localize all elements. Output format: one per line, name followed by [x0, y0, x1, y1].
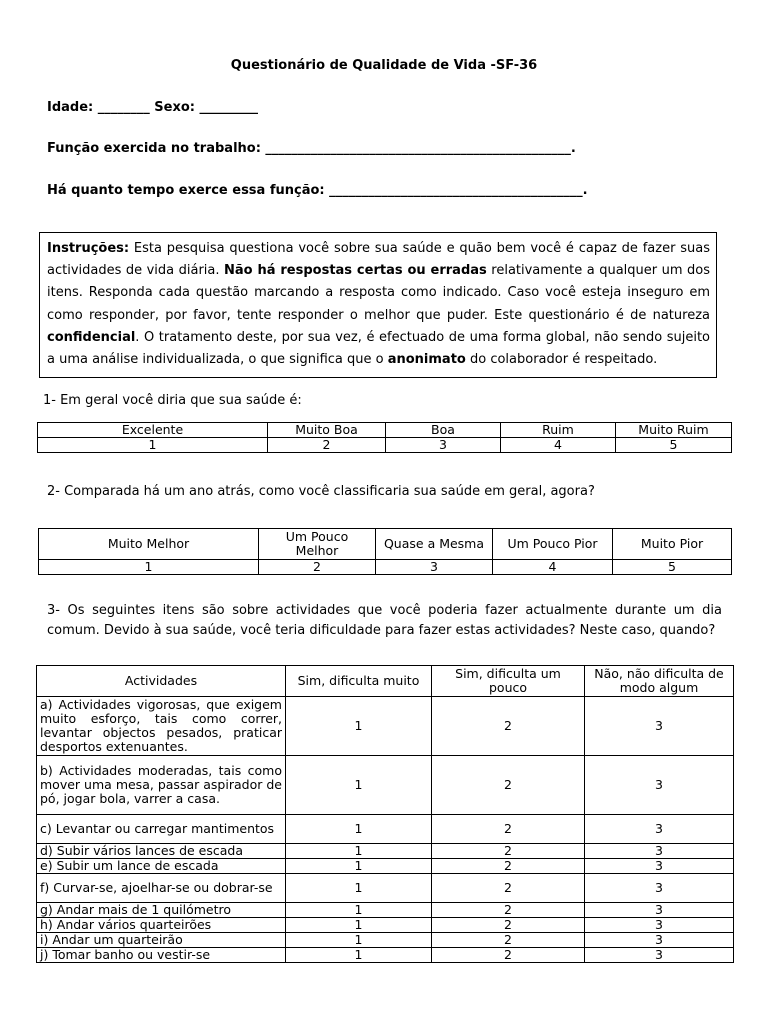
activity-label: i) Andar um quarteirão: [37, 933, 286, 948]
column-header: Sim, dificulta muito: [286, 666, 432, 697]
header-row: [37, 666, 734, 697]
instructions-bold-2: confidencial: [47, 329, 136, 345]
answer-value[interactable]: 2: [432, 918, 585, 933]
answer-value[interactable]: 1: [286, 903, 432, 918]
answer-value[interactable]: 3: [585, 903, 734, 918]
answer-value[interactable]: 3: [585, 948, 734, 963]
idade-sexo-field[interactable]: Idade: ________ Sexo: _________: [47, 100, 259, 115]
column-header: Não, não dificulta de modo algum: [585, 666, 734, 697]
option-label: Muito Pior: [613, 529, 732, 560]
activity-label: e) Subir um lance de escada: [37, 859, 286, 874]
table-row: [37, 697, 734, 756]
table-row: [37, 756, 734, 815]
option-value[interactable]: 5: [616, 438, 732, 453]
answer-value[interactable]: 1: [286, 697, 432, 756]
activity-label: f) Curvar-se, ajoelhar-se ou dobrar-se: [37, 874, 286, 903]
table-row: [37, 844, 734, 859]
option-value[interactable]: 5: [613, 560, 732, 575]
column-header: Actividades: [37, 666, 286, 697]
table-row: [37, 933, 734, 948]
instructions-box: [39, 232, 717, 378]
activity-label: a) Actividades vigorosas, que exigem muito esforço, tais como correr, levantar objectos pesados, praticar desportos extenuantes.: [37, 697, 286, 756]
question-3-text: 3- Os seguintes itens são sobre actividades que você poderia fazer actualmente durante um dia comum. Devido à sua saúde, você teria dificuldade para fazer estas actividades? Neste caso, quando?: [47, 603, 722, 638]
table-row: [37, 918, 734, 933]
answer-value[interactable]: 1: [286, 918, 432, 933]
table-row: [37, 903, 734, 918]
answer-value[interactable]: 2: [432, 815, 585, 844]
option-value[interactable]: 3: [386, 438, 501, 453]
option-value[interactable]: 2: [268, 438, 386, 453]
option-label: Excelente: [38, 423, 268, 438]
option-label: Um Pouco Melhor: [259, 529, 376, 560]
instructions-text-2: relativamente a qualquer um dos itens. Responda cada questão marcando a resposta como indicado. Caso você esteja inseguro em como responder, por favor, tente responder o melhor que puder. Este questionário é de natureza: [47, 263, 710, 323]
answer-value[interactable]: 2: [432, 844, 585, 859]
option-label: Quase a Mesma: [376, 529, 493, 560]
answer-value[interactable]: 2: [432, 933, 585, 948]
answer-value[interactable]: 3: [585, 815, 734, 844]
tempo-funcao-field[interactable]: Há quanto tempo exerce essa função: _______________________________________.: [47, 183, 588, 198]
table-row: [37, 859, 734, 874]
answer-value[interactable]: 2: [432, 903, 585, 918]
instructions-text-1: Esta pesquisa questiona você sobre sua saúde e quão bem você é capaz de fazer suas actividades de vida diária.: [47, 241, 710, 279]
answer-value[interactable]: 2: [432, 874, 585, 903]
activity-label: j) Tomar banho ou vestir-se: [37, 948, 286, 963]
page-title: Questionário de Qualidade de Vida -SF-36: [230, 58, 538, 73]
question-2-table: [38, 528, 732, 575]
instructions-bold-3: anonimato: [387, 352, 466, 368]
table-row: [37, 815, 734, 844]
column-header: Sim, dificulta um pouco: [432, 666, 585, 697]
answer-value[interactable]: 3: [585, 697, 734, 756]
answer-value[interactable]: 3: [585, 844, 734, 859]
question-1-text: 1- Em geral você diria que sua saúde é:: [43, 393, 302, 408]
option-label: Muito Ruim: [616, 423, 732, 438]
instructions-text-3: . O tratamento deste, por sua vez, é efectuado de uma forma global, não sendo sujeito a uma análise individualizada, o que significa que o: [47, 329, 710, 368]
answer-value[interactable]: 1: [286, 756, 432, 815]
activity-label: d) Subir vários lances de escada: [37, 844, 286, 859]
answer-value[interactable]: 3: [585, 756, 734, 815]
option-value[interactable]: 1: [38, 438, 268, 453]
activity-label: h) Andar vários quarteirões: [37, 918, 286, 933]
option-value[interactable]: 4: [493, 560, 613, 575]
option-label: Ruim: [501, 423, 616, 438]
answer-value[interactable]: 2: [432, 859, 585, 874]
question-3-table: [36, 665, 734, 963]
option-label: Muito Boa: [268, 423, 386, 438]
answer-value[interactable]: 1: [286, 859, 432, 874]
answer-value[interactable]: 3: [585, 918, 734, 933]
option-value[interactable]: 1: [39, 560, 259, 575]
table-row: [37, 948, 734, 963]
option-label: Muito Melhor: [39, 529, 259, 560]
option-value[interactable]: 3: [376, 560, 493, 575]
option-label: Um Pouco Pior: [493, 529, 613, 560]
options-row: [39, 529, 732, 560]
answer-value[interactable]: 1: [286, 815, 432, 844]
instructions-bold-1: Não há respostas certas ou erradas: [224, 263, 487, 279]
answer-value[interactable]: 1: [286, 933, 432, 948]
answer-value[interactable]: 1: [286, 844, 432, 859]
answer-value[interactable]: 2: [432, 948, 585, 963]
activity-label: b) Actividades moderadas, tais como mover uma mesa, passar aspirador de pó, jogar bola, varrer a casa.: [37, 756, 286, 815]
values-row: [39, 560, 732, 575]
answer-value[interactable]: 2: [432, 697, 585, 756]
options-row: [38, 423, 732, 438]
question-1-table: [37, 422, 732, 453]
option-value[interactable]: 2: [259, 560, 376, 575]
question-2-text: 2- Comparada há um ano atrás, como você classificaria sua saúde em geral, agora?: [47, 484, 595, 499]
option-label: Boa: [386, 423, 501, 438]
activity-label: g) Andar mais de 1 quilómetro: [37, 903, 286, 918]
instructions-text-4: do colaborador é respeitado.: [465, 352, 658, 368]
funcao-field[interactable]: Função exercida no trabalho: _______________________________________________.: [47, 141, 576, 156]
answer-value[interactable]: 3: [585, 933, 734, 948]
answer-value[interactable]: 3: [585, 874, 734, 903]
answer-value[interactable]: 1: [286, 874, 432, 903]
option-value[interactable]: 4: [501, 438, 616, 453]
answer-value[interactable]: 2: [432, 756, 585, 815]
activity-label: c) Levantar ou carregar mantimentos: [37, 815, 286, 844]
table-row: [37, 874, 734, 903]
answer-value[interactable]: 3: [585, 859, 734, 874]
instructions-lead: Instruções:: [47, 241, 130, 256]
values-row: [38, 438, 732, 453]
answer-value[interactable]: 1: [286, 948, 432, 963]
